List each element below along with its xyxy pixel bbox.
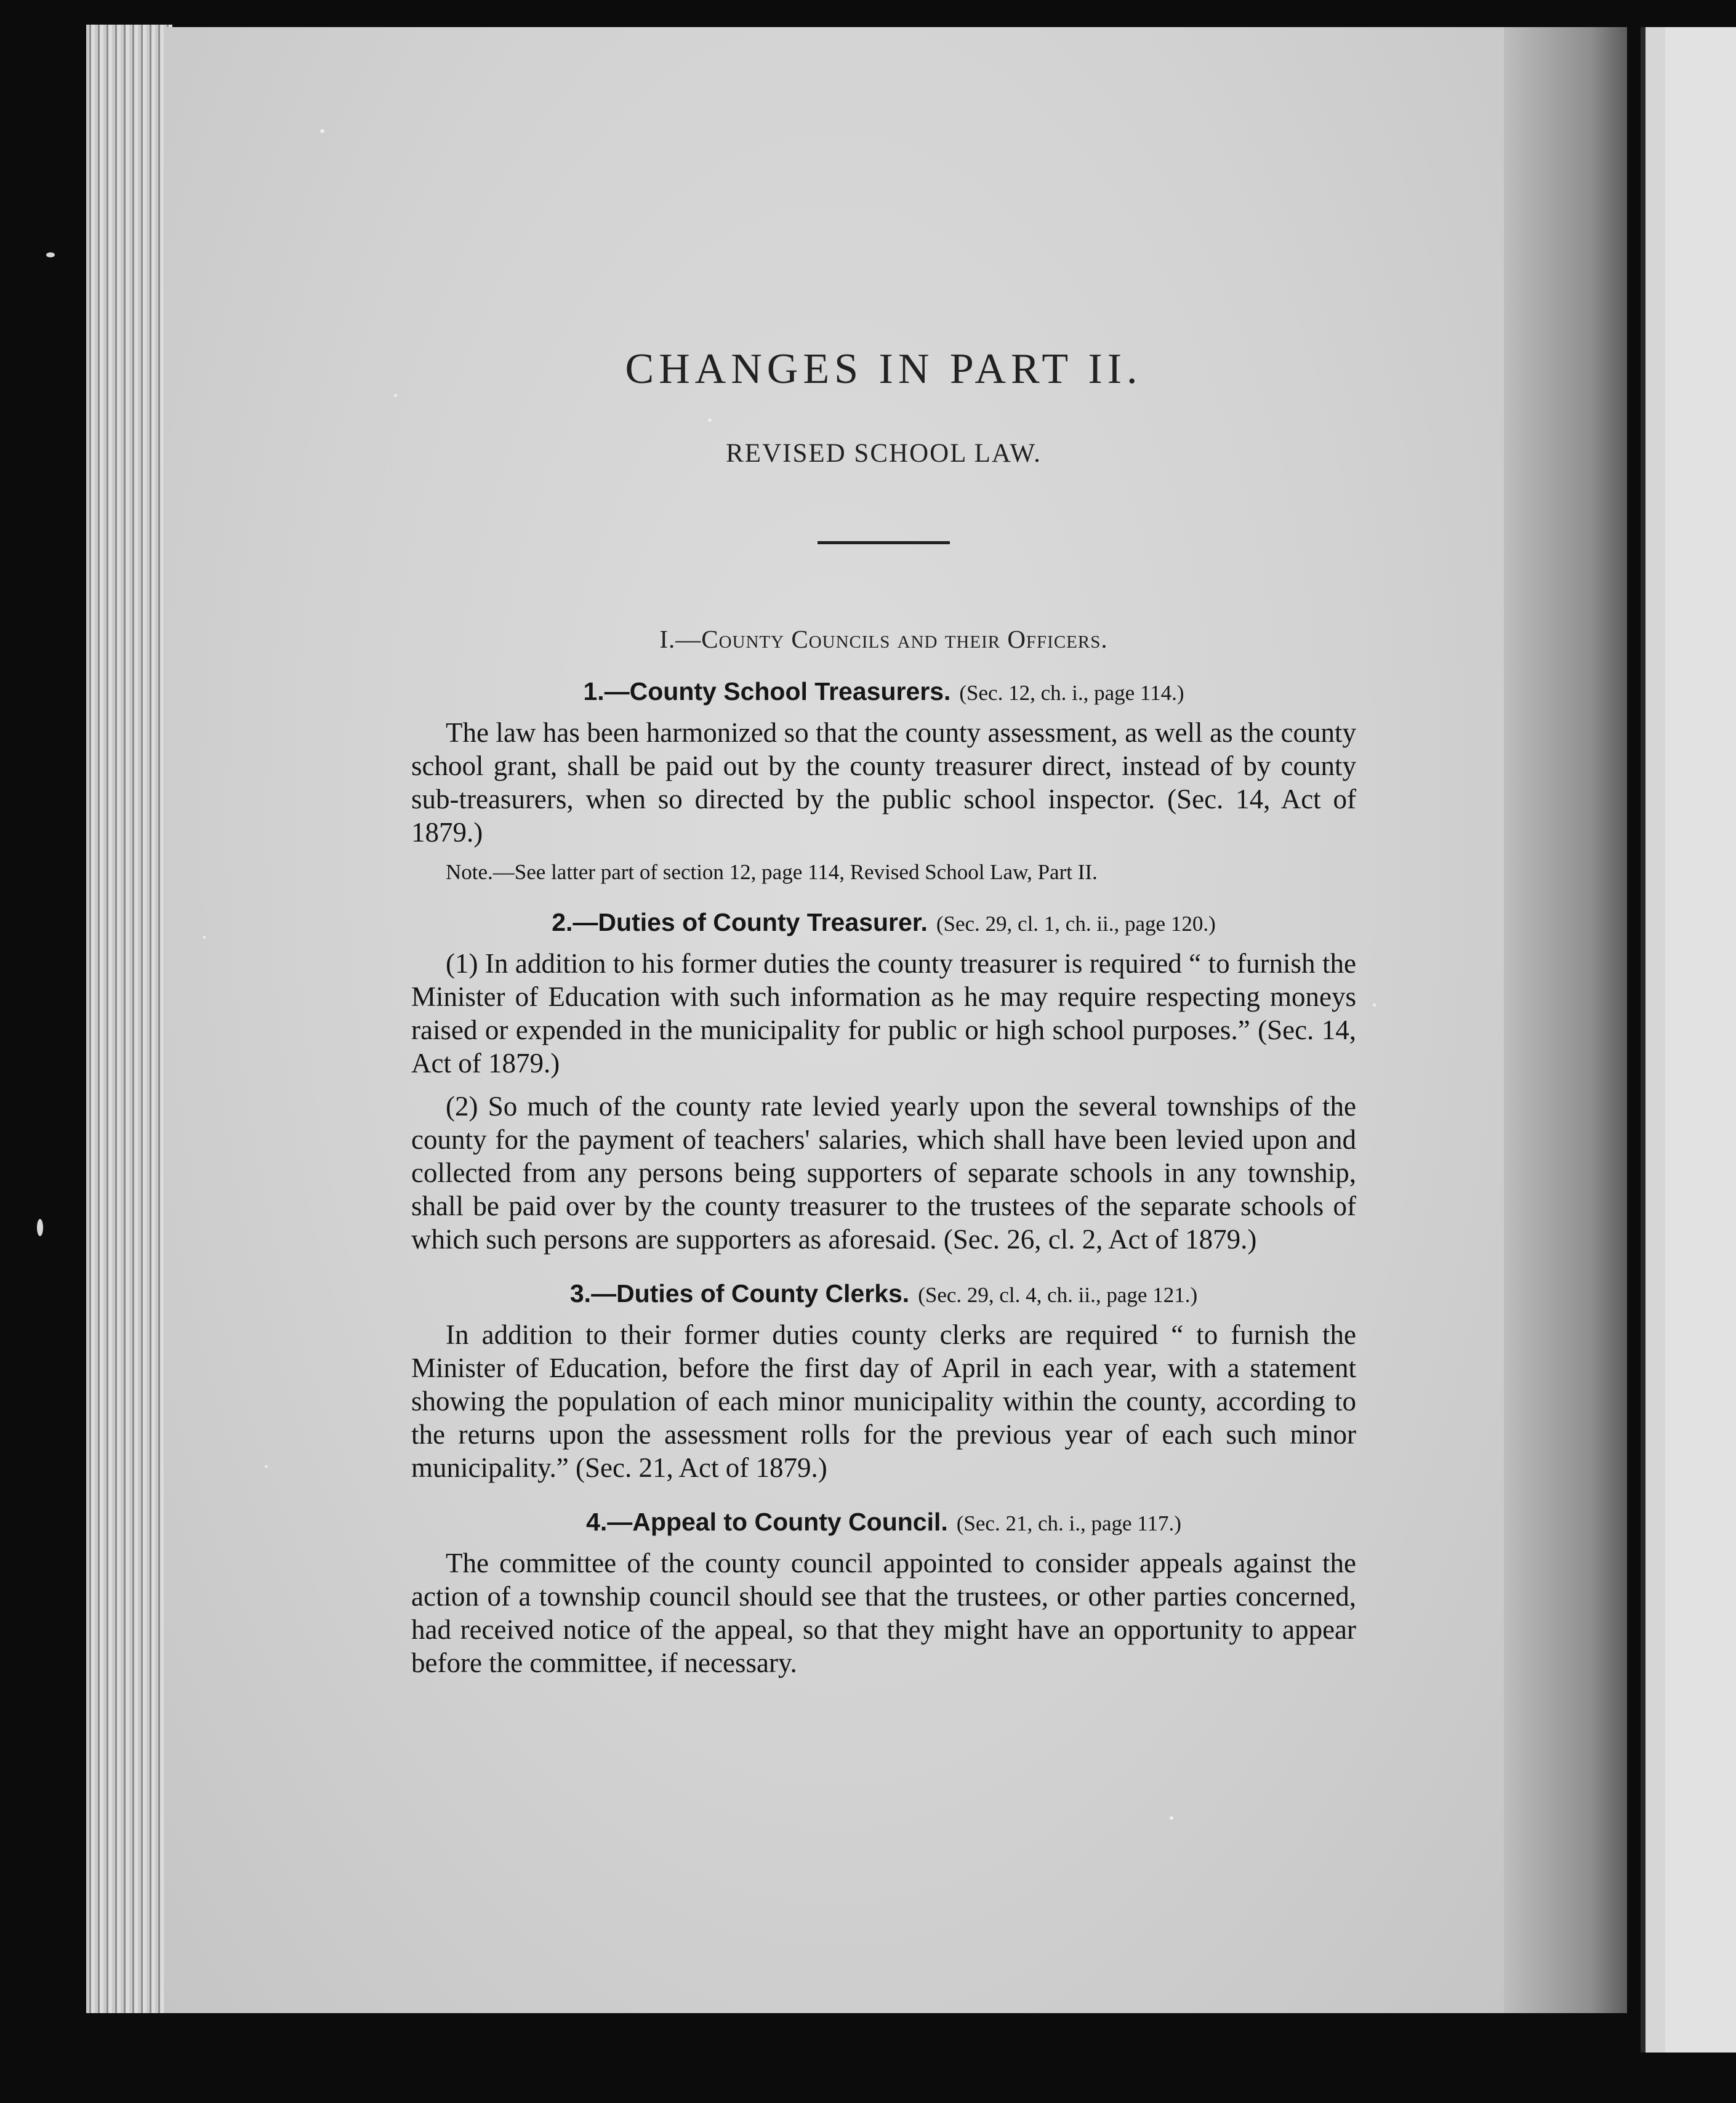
section-reference: (Sec. 12, ch. i., page 114.) <box>959 681 1184 705</box>
scan-speck <box>203 936 206 939</box>
section-reference: (Sec. 29, cl. 4, ch. ii., page 121.) <box>918 1283 1198 1307</box>
scan-speck <box>46 252 55 257</box>
scan-speck <box>394 394 397 397</box>
section-title: 1.—County School Treasurers. <box>583 677 951 706</box>
paragraph: In addition to their former duties county clerks are required “ to furnish the Minister of Education, before the first day of April in each year, with a statement showing the population of each minor municipality within the county, according to the returns upon the assessment rolls for the previous year of each such minor municipality.” (Sec. 21, Act of 1879.) <box>411 1319 1356 1483</box>
page-subtitle: REVISED SCHOOL LAW. <box>726 439 1042 468</box>
scan-speck <box>37 1219 43 1236</box>
section-heading <box>411 677 1356 706</box>
section-title: 2.—Duties of County Treasurer. <box>552 908 928 936</box>
scan-speck <box>265 1465 268 1468</box>
facing-page-edge <box>1641 27 1736 2053</box>
note: Note.—See latter part of section 12, page 114, Revised School Law, Part II. <box>446 860 1098 884</box>
section-appeal-to-county-council <box>411 1508 1356 1679</box>
section-county-school-treasurers <box>411 677 1356 885</box>
section-duties-of-county-clerks <box>411 1279 1356 1484</box>
scan-speck <box>320 129 324 133</box>
page-gutter-shadow <box>1504 27 1627 2013</box>
section-reference: (Sec. 29, cl. 1, ch. ii., page 120.) <box>936 912 1216 936</box>
section-heading <box>411 1279 1356 1308</box>
page-edges <box>86 25 172 2013</box>
scan-speck <box>1373 1003 1376 1007</box>
section-title: 3.—Duties of County Clerks. <box>569 1279 910 1308</box>
paragraph: The committee of the county council appointed to consider appeals against the action of a township council should see that the trustees, or other parties concerned, had received notice of the appeal, so that they might have an opportunity to appear before the committee, if necessary. <box>411 1548 1356 1678</box>
page-content <box>411 345 1356 1679</box>
chapter-heading: I.—County Councils and their Officers. <box>659 625 1108 653</box>
section-heading <box>411 908 1356 937</box>
title-rule <box>818 541 950 544</box>
section-title: 4.—Appeal to County Council. <box>586 1508 948 1536</box>
section-reference: (Sec. 21, ch. i., page 117.) <box>956 1511 1181 1535</box>
scan-speck <box>1170 1816 1173 1820</box>
section-heading <box>411 1508 1356 1537</box>
page-title: CHANGES IN PART II. <box>625 345 1143 393</box>
paragraph: (2) So much of the county rate levied yearly upon the several townships of the county for the payment of teachers' salaries, which shall have been levied upon and collected from any persons being supporters of separate schools in any township, shall be paid over by the county treasurer to the trustees of the separate schools of which such persons are supporters as aforesaid. (Sec. 26, cl. 2, Act of 1879.) <box>411 1091 1356 1255</box>
paragraph: The law has been harmonized so that the county assessment, as well as the county school grant, shall be paid out by the county treasurer direct, instead of by county sub-treasurers, when so directed by the public school inspector. (Sec. 14, Act of 1879.) <box>411 717 1356 848</box>
section-duties-of-county-treasurer <box>411 908 1356 1256</box>
paragraph: (1) In addition to his former duties the county treasurer is required “ to furnish the Minister of Education with such information as he may require respecting moneys raised or expended in the municipality for public or high school purposes.” (Sec. 14, Act of 1879.) <box>411 948 1356 1079</box>
